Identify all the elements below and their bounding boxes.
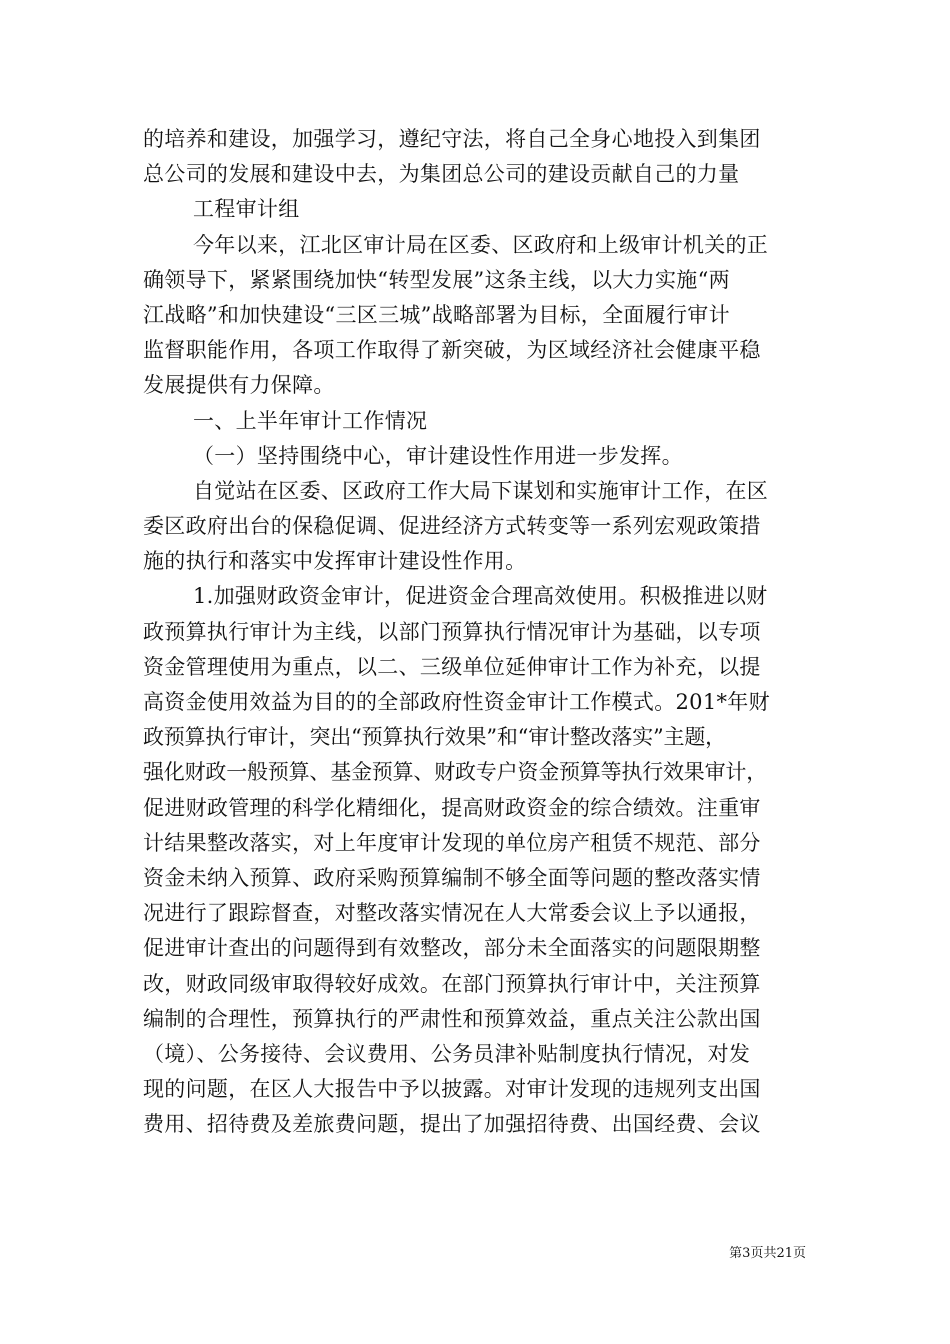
text-line: 自觉站在区委、区政府工作大局下谋划和实施审计工作，在区 [193,478,769,503]
text-line: 今年以来，江北区审计局在区委、区政府和上级审计机关的正 [193,232,769,257]
page-number: 第3页共21页 [729,1246,806,1261]
document-body [143,122,823,1142]
text-line: 施的执行和落实中发挥审计建设性作用。 [143,549,527,574]
text-line: 促进审计查出的问题得到有效整改，部分未全面落实的问题限期整 [143,936,761,961]
text-line: 编制的合理性，预算执行的严肃性和预算效益，重点关注公款出国 [143,1006,761,1031]
section-heading: 工程审计组 [193,197,300,222]
text-line: 江战略”和加快建设“三区三城”战略部署为目标，全面履行审计 [143,302,730,327]
text-line: 计结果整改落实，对上年度审计发现的单位房产租赁不规范、部分 [143,830,761,855]
text-line: 高资金使用效益为目的的全部政府性资金审计工作模式。201*年财 [143,690,770,714]
text-line: 政预算执行审计为主线，以部门预算执行情况审计为基础，以专项 [143,619,761,644]
text-line: 的培养和建设，加强学习，遵纪守法，将自己全身心地投入到集团 [143,127,761,151]
text-line: 况进行了跟踪督查，对整改落实情况在人大常委会议上予以通报， [143,901,761,926]
text-line: 发展提供有力保障。 [143,373,335,398]
text-line: 委区政府出台的保稳促调、促进经济方式转变等一系列宏观政策措 [143,514,761,539]
text-line: 监督职能作用，各项工作取得了新突破，为区域经济社会健康平稳 [143,338,761,363]
text-line: 总公司的发展和建设中去，为集团总公司的建设贡献自己的力量 [143,162,740,187]
text-line: 资金管理使用为重点，以二、三级单位延伸审计工作为补充，以提 [143,654,761,679]
text-line: 促进财政管理的科学化精细化，提高财政资金的综合绩效。注重审 [143,795,761,820]
text-line: 1.加强财政资金审计，促进资金合理高效使用。积极推进以财 [193,584,768,609]
text-line: 现的问题，在区人大报告中予以披露。对审计发现的违规列支出国 [143,1077,761,1102]
text-line: 强化财政一般预算、基金预算、财政专户资金预算等执行效果审计， [143,760,767,785]
text-line: 资金未纳入预算、政府采购预算编制不够全面等问题的整改落实情 [143,865,761,890]
section-heading: 一、上半年审计工作情况 [193,408,428,433]
subsection-heading: （一）坚持围绕中心，审计建设性作用进一步发挥。 [193,443,683,468]
text-line: 费用、招待费及差旅费问题，提出了加强招待费、出国经费、会议 [143,1112,761,1137]
text-line: 改，财政同级审取得较好成效。在部门预算执行审计中，关注预算 [143,971,761,996]
text-line: 确领导下，紧紧围绕加快“转型发展”这条主线，以大力实施“两 [143,267,730,292]
text-line: 政预算执行审计，突出“预算执行效果”和“审计整改落实”主题， [143,725,726,750]
text-line: （境）、公务接待、会议费用、公务员津补贴制度执行情况，对发 [143,1041,751,1066]
